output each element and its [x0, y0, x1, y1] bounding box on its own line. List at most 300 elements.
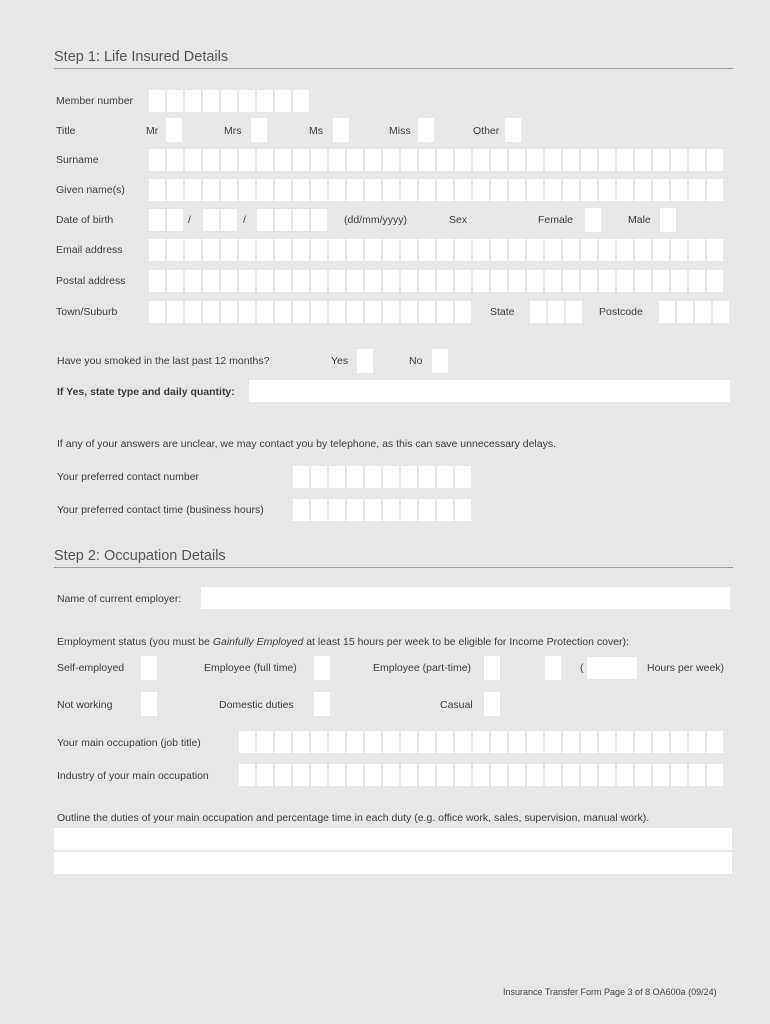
contact-note: If any of your answers are unclear, we may contact you by telephone, as this can save unnecessary delays. — [57, 438, 557, 450]
casual-checkbox[interactable] — [484, 692, 500, 716]
input-cell[interactable] — [455, 239, 471, 261]
input-cell[interactable] — [671, 270, 687, 292]
input-cell[interactable] — [185, 301, 201, 323]
input-cell[interactable] — [239, 764, 255, 786]
input-cell[interactable] — [275, 149, 291, 171]
surname-input[interactable] — [149, 149, 723, 171]
input-cell[interactable] — [419, 731, 435, 753]
input-cell[interactable] — [635, 239, 651, 261]
input-cell[interactable] — [689, 270, 705, 292]
employer-input[interactable] — [201, 587, 730, 609]
employment-status-label: Employment status (you must be Gainfully Employed at least 15 hours per week to be eligible for Income Protection cover): — [57, 636, 629, 648]
input-cell[interactable] — [383, 466, 399, 488]
input-cell[interactable] — [293, 90, 309, 112]
input-cell[interactable] — [239, 179, 255, 201]
input-cell[interactable] — [707, 149, 723, 171]
part-time-checkbox[interactable] — [484, 656, 500, 680]
input-cell[interactable] — [293, 731, 309, 753]
input-cell[interactable] — [311, 764, 327, 786]
input-cell[interactable] — [239, 301, 255, 323]
input-cell[interactable] — [419, 499, 435, 521]
input-cell[interactable] — [167, 270, 183, 292]
input-cell[interactable] — [635, 764, 651, 786]
input-cell[interactable] — [635, 179, 651, 201]
input-cell[interactable] — [509, 764, 525, 786]
input-cell[interactable] — [347, 499, 363, 521]
input-cell[interactable] — [401, 270, 417, 292]
input-cell[interactable] — [221, 239, 237, 261]
input-cell[interactable] — [347, 149, 363, 171]
full-time-checkbox[interactable] — [314, 656, 330, 680]
input-cell[interactable] — [293, 764, 309, 786]
input-cell[interactable] — [617, 731, 633, 753]
input-cell[interactable] — [527, 764, 543, 786]
input-cell[interactable] — [419, 149, 435, 171]
input-cell[interactable] — [659, 301, 675, 323]
input-cell[interactable] — [671, 149, 687, 171]
input-cell[interactable] — [293, 499, 309, 521]
title-mr-label: Mr — [146, 125, 159, 137]
input-cell[interactable] — [437, 731, 453, 753]
input-cell[interactable] — [653, 270, 669, 292]
input-cell[interactable] — [581, 731, 597, 753]
input-cell[interactable] — [185, 179, 201, 201]
input-cell[interactable] — [365, 239, 381, 261]
input-cell[interactable] — [311, 270, 327, 292]
self-employed-checkbox[interactable] — [141, 656, 157, 680]
input-cell[interactable] — [347, 764, 363, 786]
input-cell[interactable] — [599, 270, 615, 292]
input-cell[interactable] — [491, 764, 507, 786]
input-cell[interactable] — [383, 270, 399, 292]
input-cell[interactable] — [185, 239, 201, 261]
input-cell[interactable] — [599, 149, 615, 171]
input-cell[interactable] — [293, 209, 309, 231]
input-cell[interactable] — [617, 764, 633, 786]
input-cell[interactable] — [671, 764, 687, 786]
input-cell[interactable] — [707, 764, 723, 786]
input-cell[interactable] — [689, 731, 705, 753]
input-cell[interactable] — [401, 499, 417, 521]
input-cell[interactable] — [311, 499, 327, 521]
input-cell[interactable] — [365, 149, 381, 171]
input-cell[interactable] — [509, 239, 525, 261]
input-cell[interactable] — [689, 149, 705, 171]
input-cell[interactable] — [149, 90, 165, 112]
given-names-label: Given name(s) — [56, 184, 125, 196]
input-cell[interactable] — [563, 179, 579, 201]
title-miss-checkbox[interactable] — [418, 118, 434, 142]
input-cell[interactable] — [563, 764, 579, 786]
input-cell[interactable] — [167, 90, 183, 112]
input-cell[interactable] — [347, 731, 363, 753]
input-cell[interactable] — [437, 764, 453, 786]
input-cell[interactable] — [347, 301, 363, 323]
sex-male-checkbox[interactable] — [660, 208, 676, 232]
sex-female-label: Female — [538, 214, 574, 226]
input-cell[interactable] — [599, 764, 615, 786]
input-cell[interactable] — [293, 149, 309, 171]
smoking-detail-input[interactable] — [249, 380, 730, 402]
input-cell[interactable] — [275, 209, 291, 231]
input-cell[interactable] — [149, 239, 165, 261]
duties-input-line-1[interactable] — [54, 828, 732, 850]
input-cell[interactable] — [257, 764, 273, 786]
input-cell[interactable] — [275, 764, 291, 786]
input-cell[interactable] — [329, 466, 345, 488]
input-cell[interactable] — [599, 179, 615, 201]
input-cell[interactable] — [149, 209, 165, 231]
input-cell[interactable] — [545, 270, 561, 292]
input-cell[interactable] — [329, 731, 345, 753]
postal-address-input[interactable] — [149, 270, 723, 292]
input-cell[interactable] — [437, 270, 453, 292]
input-cell[interactable] — [455, 301, 471, 323]
title-mr-checkbox[interactable] — [166, 118, 182, 142]
domestic-duties-checkbox[interactable] — [314, 692, 330, 716]
input-cell[interactable] — [383, 764, 399, 786]
duties-label: Outline the duties of your main occupation and percentage time in each duty (e.g. office work, sales, supervision, manual work). — [57, 812, 650, 824]
input-cell[interactable] — [239, 149, 255, 171]
hours-per-week-label: Hours per week) — [647, 662, 725, 674]
input-cell[interactable] — [347, 466, 363, 488]
smoked-no-checkbox[interactable] — [432, 349, 448, 373]
input-cell[interactable] — [419, 764, 435, 786]
input-cell[interactable] — [257, 731, 273, 753]
contact-number-input[interactable] — [293, 466, 471, 488]
input-cell[interactable] — [563, 239, 579, 261]
input-cell[interactable] — [689, 764, 705, 786]
not-working-checkbox[interactable] — [141, 692, 157, 716]
input-cell[interactable] — [527, 731, 543, 753]
given-names-input[interactable] — [149, 179, 723, 201]
input-cell[interactable] — [185, 149, 201, 171]
input-cell[interactable] — [437, 239, 453, 261]
input-cell[interactable] — [221, 270, 237, 292]
input-cell[interactable] — [545, 149, 561, 171]
input-cell[interactable] — [167, 301, 183, 323]
input-cell[interactable] — [419, 301, 435, 323]
input-cell[interactable] — [527, 239, 543, 261]
input-cell[interactable] — [437, 466, 453, 488]
input-cell[interactable] — [401, 466, 417, 488]
step2-rule — [54, 567, 733, 568]
input-cell[interactable] — [329, 301, 345, 323]
input-cell[interactable] — [473, 179, 489, 201]
smoking-detail-label: If Yes, state type and daily quantity: — [57, 386, 235, 398]
input-cell[interactable] — [203, 149, 219, 171]
input-cell[interactable] — [203, 301, 219, 323]
input-cell[interactable] — [275, 90, 291, 112]
input-cell[interactable] — [275, 270, 291, 292]
input-cell[interactable] — [365, 764, 381, 786]
input-cell[interactable] — [581, 149, 597, 171]
input-cell[interactable] — [707, 731, 723, 753]
smoked-no-label: No — [409, 355, 423, 367]
input-cell[interactable] — [383, 239, 399, 261]
input-cell[interactable] — [545, 764, 561, 786]
input-cell[interactable] — [257, 90, 273, 112]
input-cell[interactable] — [653, 239, 669, 261]
input-cell[interactable] — [257, 209, 273, 231]
town-input[interactable] — [149, 301, 471, 323]
input-cell[interactable] — [635, 731, 651, 753]
title-other-checkbox[interactable] — [505, 118, 521, 142]
sex-female-checkbox[interactable] — [585, 208, 601, 232]
input-cell[interactable] — [401, 764, 417, 786]
state-input[interactable] — [530, 301, 582, 323]
input-cell[interactable] — [275, 239, 291, 261]
input-cell[interactable] — [419, 270, 435, 292]
input-cell[interactable] — [401, 149, 417, 171]
input-cell[interactable] — [401, 239, 417, 261]
input-cell[interactable] — [581, 764, 597, 786]
input-cell[interactable] — [365, 179, 381, 201]
input-cell[interactable] — [329, 239, 345, 261]
input-cell[interactable] — [293, 179, 309, 201]
hours-per-week-input[interactable] — [587, 657, 637, 679]
input-cell[interactable] — [221, 179, 237, 201]
input-cell[interactable] — [599, 239, 615, 261]
input-cell[interactable] — [167, 149, 183, 171]
input-cell[interactable] — [203, 90, 219, 112]
input-cell[interactable] — [293, 466, 309, 488]
input-cell[interactable] — [221, 90, 237, 112]
input-cell[interactable] — [329, 499, 345, 521]
input-cell[interactable] — [239, 239, 255, 261]
dob-day-input[interactable] — [149, 209, 183, 231]
input-cell[interactable] — [419, 239, 435, 261]
town-label: Town/Suburb — [56, 306, 118, 318]
input-cell[interactable] — [311, 731, 327, 753]
main-occupation-input[interactable] — [239, 731, 723, 753]
input-cell[interactable] — [185, 90, 201, 112]
member-number-input[interactable] — [149, 90, 309, 112]
input-cell[interactable] — [329, 149, 345, 171]
input-cell[interactable] — [257, 179, 273, 201]
dob-month-input[interactable] — [203, 209, 237, 231]
input-cell[interactable] — [491, 239, 507, 261]
input-cell[interactable] — [527, 270, 543, 292]
input-cell[interactable] — [419, 466, 435, 488]
input-cell[interactable] — [473, 149, 489, 171]
contact-time-input[interactable] — [293, 499, 471, 521]
input-cell[interactable] — [491, 179, 507, 201]
input-cell[interactable] — [635, 270, 651, 292]
input-cell[interactable] — [671, 239, 687, 261]
input-cell[interactable] — [695, 301, 711, 323]
input-cell[interactable] — [563, 270, 579, 292]
input-cell[interactable] — [221, 149, 237, 171]
input-cell[interactable] — [455, 149, 471, 171]
input-cell[interactable] — [509, 149, 525, 171]
input-cell[interactable] — [671, 731, 687, 753]
input-cell[interactable] — [347, 179, 363, 201]
input-cell[interactable] — [167, 179, 183, 201]
input-cell[interactable] — [293, 301, 309, 323]
part-time-label: Employee (part-time) — [373, 662, 472, 674]
input-cell[interactable] — [599, 731, 615, 753]
input-cell[interactable] — [509, 731, 525, 753]
input-cell[interactable] — [383, 301, 399, 323]
email-label: Email address — [56, 244, 123, 256]
step2-heading: Step 2: Occupation Details — [54, 548, 226, 564]
input-cell[interactable] — [365, 301, 381, 323]
input-cell[interactable] — [509, 179, 525, 201]
input-cell[interactable] — [239, 90, 255, 112]
input-cell[interactable] — [401, 731, 417, 753]
input-cell[interactable] — [437, 149, 453, 171]
input-cell[interactable] — [401, 301, 417, 323]
input-cell[interactable] — [365, 466, 381, 488]
input-cell[interactable] — [527, 149, 543, 171]
input-cell[interactable] — [530, 301, 546, 323]
input-cell[interactable] — [293, 270, 309, 292]
input-cell[interactable] — [275, 179, 291, 201]
input-cell[interactable] — [509, 270, 525, 292]
input-cell[interactable] — [455, 270, 471, 292]
input-cell[interactable] — [203, 270, 219, 292]
input-cell[interactable] — [383, 499, 399, 521]
input-cell[interactable] — [257, 270, 273, 292]
input-cell[interactable] — [713, 301, 729, 323]
postal-address-label: Postal address — [56, 275, 126, 287]
input-cell[interactable] — [419, 179, 435, 201]
input-cell[interactable] — [365, 731, 381, 753]
email-input[interactable] — [149, 239, 723, 261]
input-cell[interactable] — [203, 209, 219, 231]
postcode-input[interactable] — [659, 301, 729, 323]
input-cell[interactable] — [581, 179, 597, 201]
input-cell[interactable] — [473, 764, 489, 786]
input-cell[interactable] — [527, 179, 543, 201]
input-cell[interactable] — [581, 239, 597, 261]
title-mrs-checkbox[interactable] — [251, 118, 267, 142]
input-cell[interactable] — [617, 179, 633, 201]
input-cell[interactable] — [653, 149, 669, 171]
input-cell[interactable] — [545, 731, 561, 753]
input-cell[interactable] — [149, 301, 165, 323]
input-cell[interactable] — [437, 301, 453, 323]
input-cell[interactable] — [677, 301, 693, 323]
input-cell[interactable] — [581, 270, 597, 292]
input-cell[interactable] — [653, 764, 669, 786]
input-cell[interactable] — [347, 270, 363, 292]
input-cell[interactable] — [329, 764, 345, 786]
input-cell[interactable] — [455, 466, 471, 488]
input-cell[interactable] — [545, 179, 561, 201]
input-cell[interactable] — [473, 239, 489, 261]
smoked-yes-checkbox[interactable] — [357, 349, 373, 373]
input-cell[interactable] — [221, 209, 237, 231]
input-cell[interactable] — [473, 731, 489, 753]
input-cell[interactable] — [671, 179, 687, 201]
input-cell[interactable] — [365, 270, 381, 292]
input-cell[interactable] — [566, 301, 582, 323]
part-time-hours-box[interactable] — [545, 656, 561, 680]
input-cell[interactable] — [293, 239, 309, 261]
input-cell[interactable] — [311, 466, 327, 488]
input-cell[interactable] — [545, 239, 561, 261]
input-cell[interactable] — [455, 731, 471, 753]
input-cell[interactable] — [329, 179, 345, 201]
title-ms-label: Ms — [309, 125, 323, 137]
input-cell[interactable] — [311, 209, 327, 231]
input-cell[interactable] — [149, 270, 165, 292]
input-cell[interactable] — [455, 764, 471, 786]
input-cell[interactable] — [221, 301, 237, 323]
input-cell[interactable] — [311, 179, 327, 201]
input-cell[interactable] — [275, 301, 291, 323]
input-cell[interactable] — [311, 149, 327, 171]
input-cell[interactable] — [239, 731, 255, 753]
input-cell[interactable] — [491, 731, 507, 753]
contact-number-label: Your preferred contact number — [57, 471, 200, 483]
input-cell[interactable] — [548, 301, 564, 323]
input-cell[interactable] — [275, 731, 291, 753]
input-cell[interactable] — [635, 149, 651, 171]
input-cell[interactable] — [491, 270, 507, 292]
input-cell[interactable] — [257, 149, 273, 171]
sex-male-label: Male — [628, 214, 651, 226]
full-time-label: Employee (full time) — [204, 662, 297, 674]
input-cell[interactable] — [563, 731, 579, 753]
input-cell[interactable] — [689, 239, 705, 261]
input-cell[interactable] — [437, 499, 453, 521]
input-cell[interactable] — [707, 179, 723, 201]
input-cell[interactable] — [167, 209, 183, 231]
input-cell[interactable] — [617, 270, 633, 292]
input-cell[interactable] — [455, 499, 471, 521]
input-cell[interactable] — [365, 499, 381, 521]
input-cell[interactable] — [455, 179, 471, 201]
title-ms-checkbox[interactable] — [333, 118, 349, 142]
input-cell[interactable] — [617, 239, 633, 261]
input-cell[interactable] — [203, 239, 219, 261]
input-cell[interactable] — [617, 149, 633, 171]
input-cell[interactable] — [347, 239, 363, 261]
input-cell[interactable] — [437, 179, 453, 201]
input-cell[interactable] — [149, 179, 165, 201]
input-cell[interactable] — [257, 239, 273, 261]
input-cell[interactable] — [653, 731, 669, 753]
input-cell[interactable] — [707, 270, 723, 292]
input-cell[interactable] — [689, 179, 705, 201]
input-cell[interactable] — [311, 301, 327, 323]
input-cell[interactable] — [653, 179, 669, 201]
input-cell[interactable] — [473, 270, 489, 292]
input-cell[interactable] — [239, 270, 255, 292]
input-cell[interactable] — [563, 149, 579, 171]
input-cell[interactable] — [707, 239, 723, 261]
duties-input-line-2[interactable] — [54, 852, 732, 874]
state-label: State — [490, 306, 515, 318]
input-cell[interactable] — [329, 270, 345, 292]
input-cell[interactable] — [491, 149, 507, 171]
input-cell[interactable] — [383, 149, 399, 171]
input-cell[interactable] — [383, 731, 399, 753]
input-cell[interactable] — [203, 179, 219, 201]
input-cell[interactable] — [257, 301, 273, 323]
input-cell[interactable] — [311, 239, 327, 261]
input-cell[interactable] — [167, 239, 183, 261]
input-cell[interactable] — [401, 179, 417, 201]
input-cell[interactable] — [149, 149, 165, 171]
industry-input[interactable] — [239, 764, 723, 786]
dob-year-input[interactable] — [257, 209, 327, 231]
input-cell[interactable] — [185, 270, 201, 292]
input-cell[interactable] — [383, 179, 399, 201]
